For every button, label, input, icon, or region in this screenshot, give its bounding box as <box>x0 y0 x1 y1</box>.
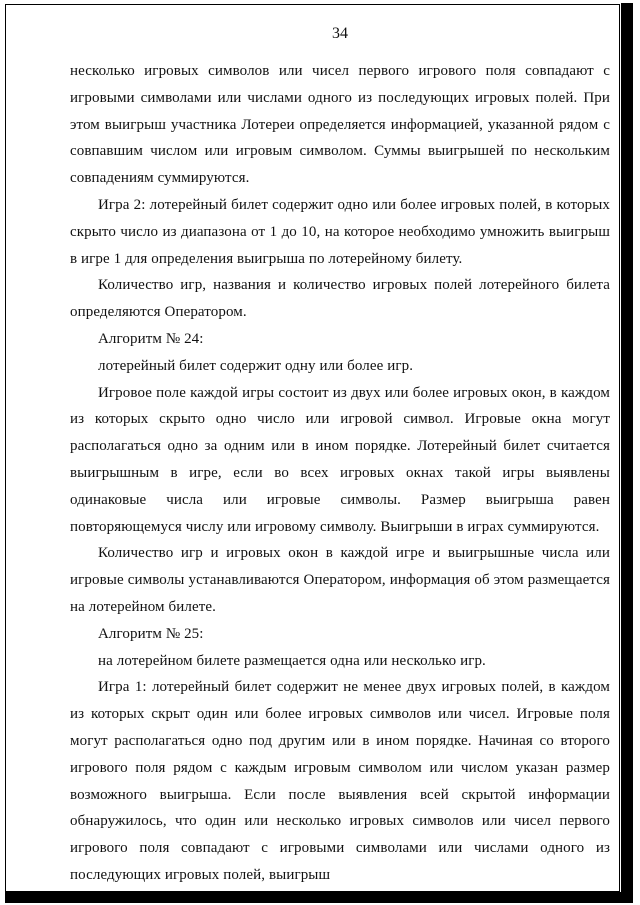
paragraph: Игровое поле каждой игры состоит из двух или более игровых окон, в каждом из которых скрыто одно число или игровой символ. Игровые окна могут располагаться одно за одним или в ином порядке. Лотерейный билет считается выигрышным в игре, если во всех игровых окнах такой игры выявлены одинаковые числа или игровые символы. Размер выигрыша равен повторяющемуся числу или игровому символу. Выигрыши в играх суммируются. <box>70 384 610 535</box>
paragraph: Количество игр и игровых окон в каждой игре и выигрышные числа или игровые символы устанавливаются Оператором, информация об этом размещается на лотерейном билете. <box>70 545 610 615</box>
scan-artifact-bottom <box>5 892 633 903</box>
paragraph: Алгоритм № 25: <box>98 625 204 642</box>
paragraph: Количество игр, названия и количество игровых полей лотерейного билета определяются Оператором. <box>70 277 610 321</box>
paragraph: Игра 1: лотерейный билет содержит не менее двух игровых полей, в каждом из которых скрыт один или более игровых символов или чисел. Игровые поля могут располагаться одно под другим или в ином порядке. Начиная со второго игрового поля рядом с каждым игровым символом или числом указан размер возможного выигрыша. Если после выявления всей скрытой информации обнаружилось, что один или несколько игровых символов или чисел первого игрового поля совпадают с игровыми символами или числами одного из последующих игровых полей, выигрыш <box>70 679 610 883</box>
paragraph: несколько игровых символов или чисел первого игрового поля совпадают с игровыми символами или числами одного из последующих игровых полей. При этом выигрыш участника Лотереи определяется информацией, указанной рядом с совпавшим числом или игровым символом. Суммы выигрышей по нескольким совпадениям суммируются. <box>70 63 610 187</box>
page-content <box>70 24 610 889</box>
paragraph: на лотерейном билете размещается одна или несколько игр. <box>98 652 486 669</box>
document-body <box>70 58 610 889</box>
scan-artifact-right <box>621 3 633 899</box>
paragraph: Алгоритм № 24: <box>98 330 204 347</box>
paragraph: лотерейный билет содержит одну или более игр. <box>98 357 414 374</box>
page-number: 34 <box>332 25 348 42</box>
paragraph: Игра 2: лотерейный билет содержит одно или более игровых полей, в которых скрыто число из диапазона от 1 до 10, на которое необходимо умножить выигрыш в игре 1 для определения выигрыша по лотерейному билету. <box>70 196 610 267</box>
